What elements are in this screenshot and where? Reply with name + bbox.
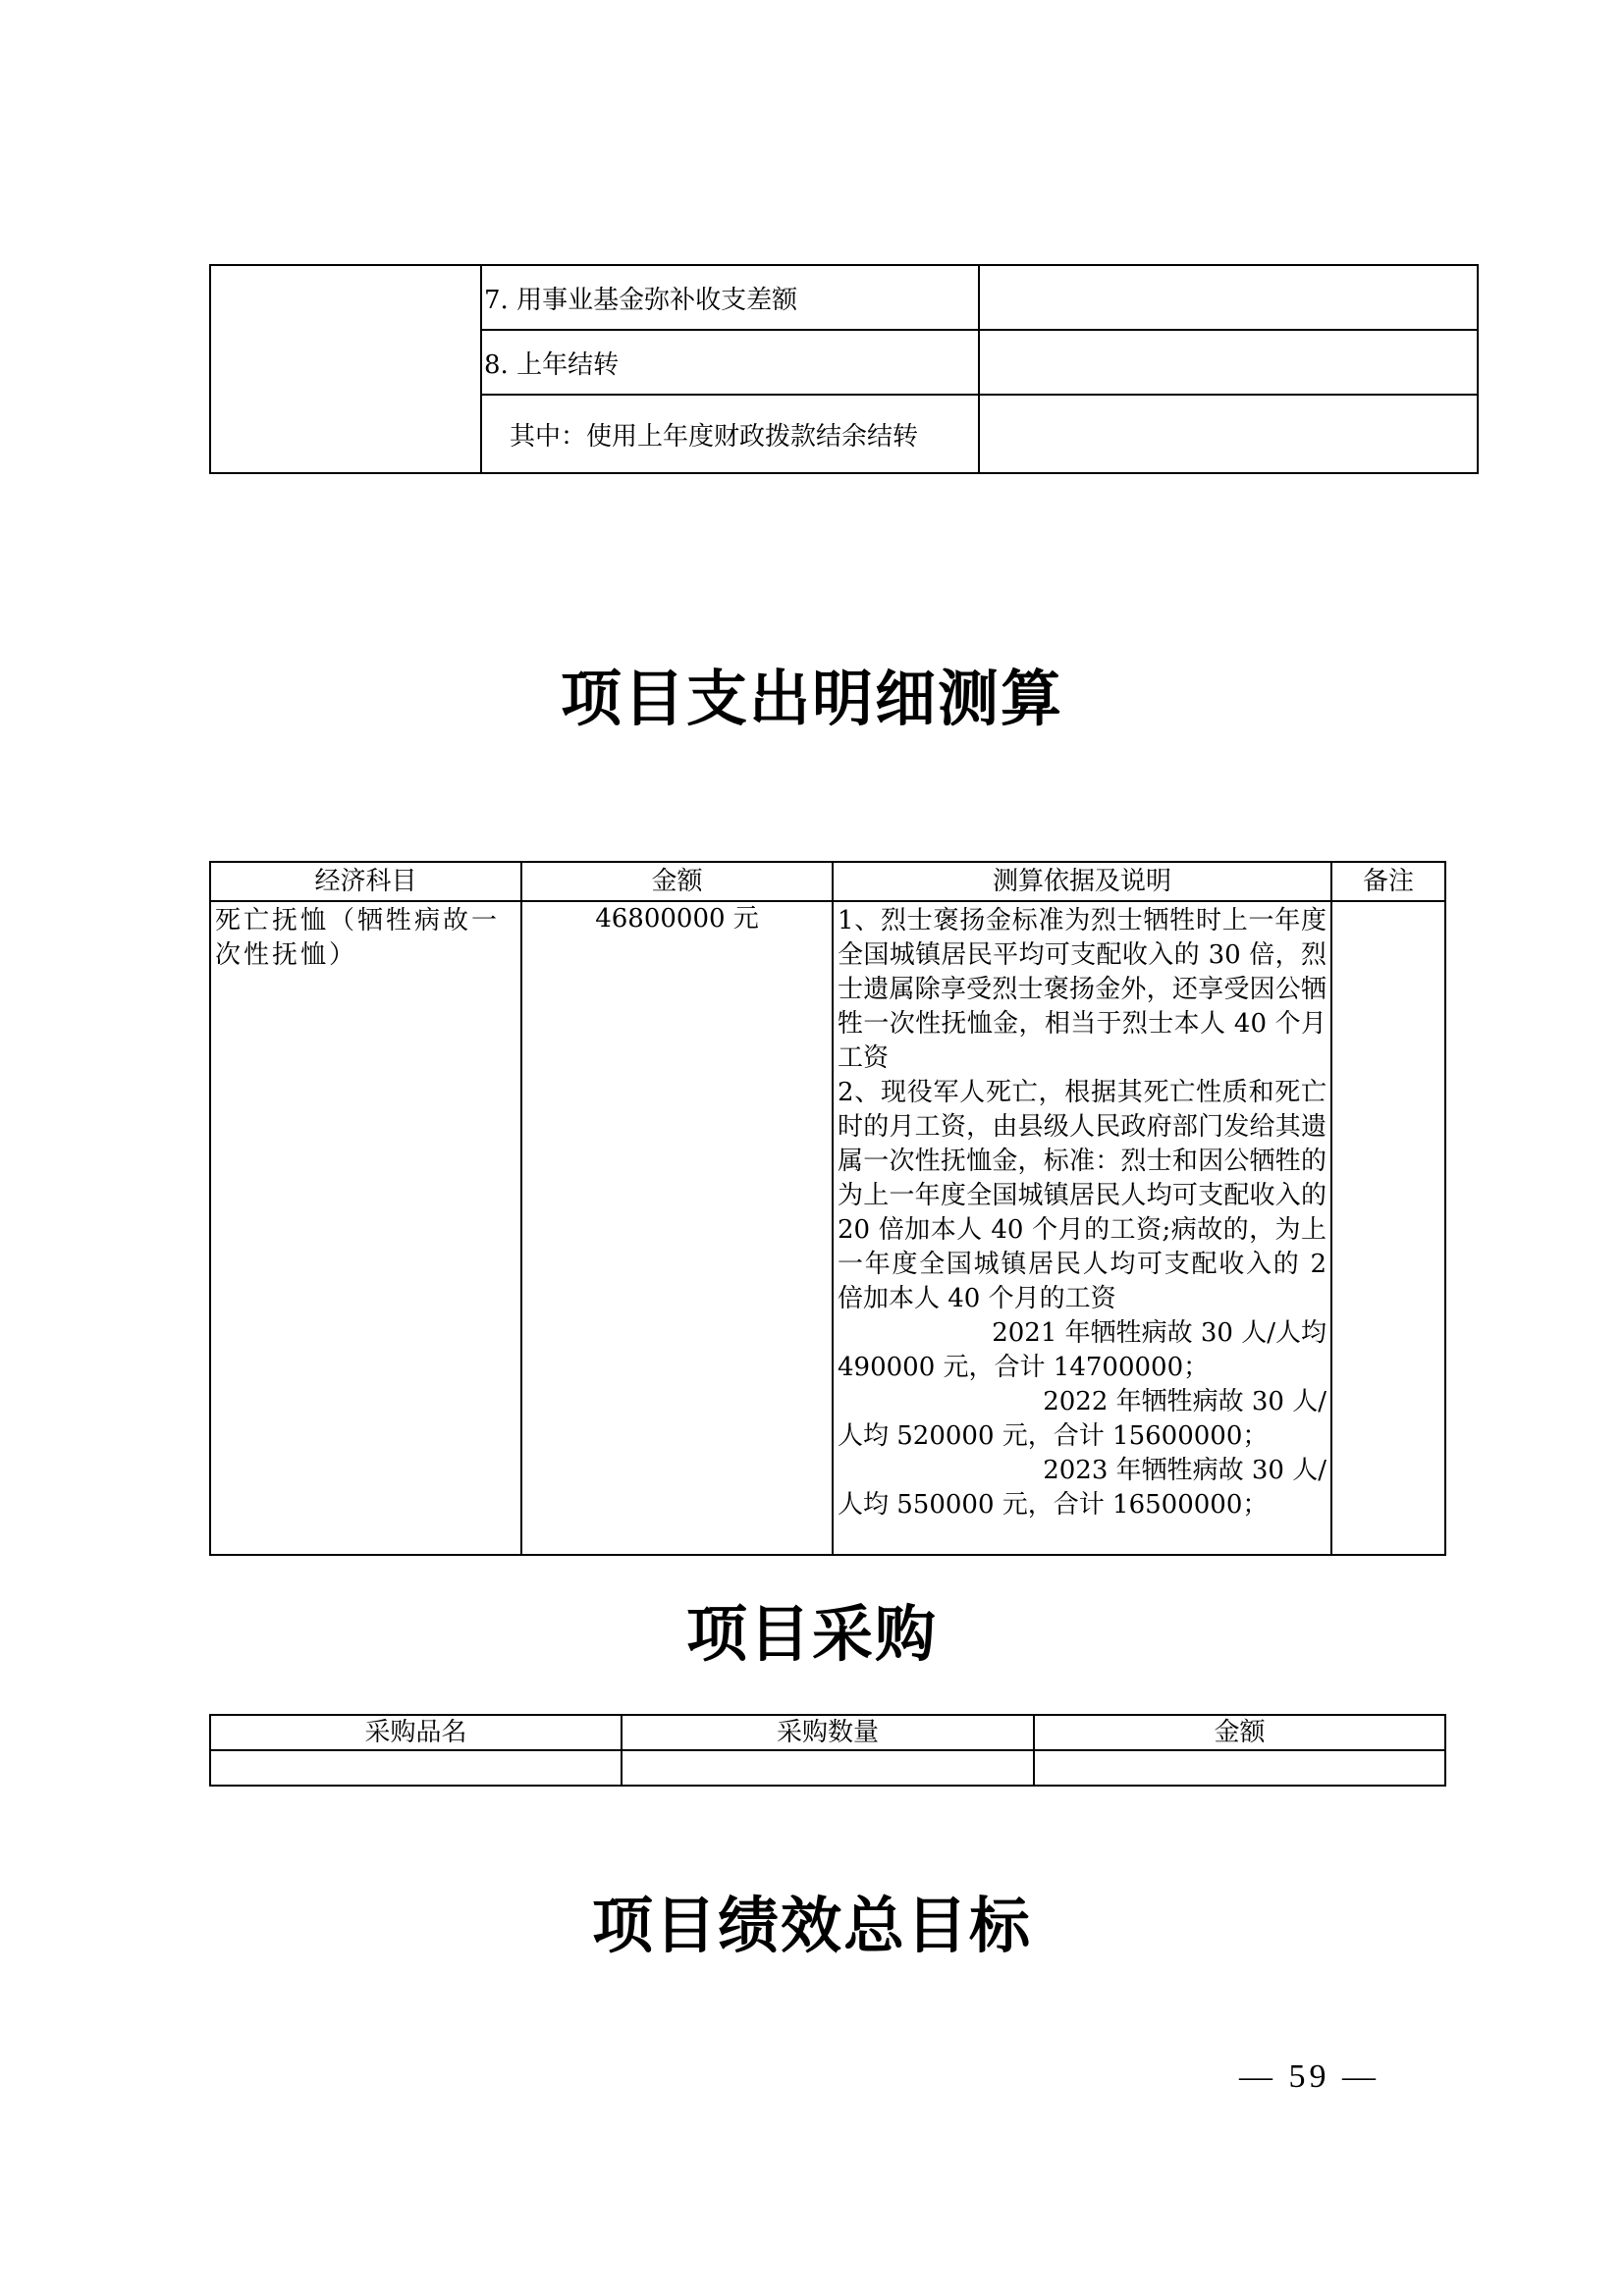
- income-item-cell: 8. 上年结转: [481, 330, 979, 395]
- empty-cell: [622, 1750, 1034, 1786]
- section-title-goals: 项目绩效总目标: [591, 1890, 1032, 1961]
- table-row: [210, 265, 1478, 330]
- table-header-row: [210, 862, 1445, 901]
- page-number: — 59 —: [1239, 2058, 1380, 2095]
- column-header: 测算依据及说明: [833, 862, 1331, 901]
- subject-cell: 死亡抚恤（牺牲病故一次性抚恤）: [210, 901, 521, 1555]
- empty-cell: [210, 1750, 622, 1786]
- column-header: 金额: [1034, 1715, 1445, 1750]
- calculation-line: 490000 元，合计 14700000；: [838, 1353, 1210, 1382]
- income-table: [209, 264, 1479, 474]
- income-value-cell: [979, 265, 1478, 330]
- description-paragraph: 1、烈士褒扬金标准为烈士牺牲时上一年度全国城镇居民平均可支配收入的 30 倍，烈士遗属除享受烈士褒扬金外，还享受因公牺牲一次性抚恤金，相当于烈士本人 40 个月工资: [838, 906, 1326, 1073]
- column-header: 备注: [1331, 862, 1445, 901]
- section-title-procurement: 项目采购: [685, 1598, 938, 1670]
- procurement-table: [209, 1714, 1446, 1787]
- income-value-cell: [979, 330, 1478, 395]
- column-header: 采购数量: [622, 1715, 1034, 1750]
- description-cell: [833, 901, 1331, 1555]
- calculation-line: 人均 520000 元，合计 15600000；: [838, 1421, 1269, 1451]
- calculation-line: 2022 年牺牲病故 30 人/: [1043, 1387, 1326, 1416]
- table-header-row: [210, 1715, 1445, 1750]
- merged-label-cell: [210, 265, 481, 473]
- empty-cell: [1034, 1750, 1445, 1786]
- income-item-cell: 其中：使用上年度财政拨款结余结转: [481, 395, 979, 473]
- description-paragraph: 2、现役军人死亡，根据其死亡性质和死亡时的月工资，由县级人民政府部门发给其遗属一次性抚恤金，标准：烈士和因公牺牲的为上一年度全国城镇居民人均可支配收入的 20 倍加本人 40 个月的工资;病故的，为上一年度全国城镇居民人均可支配收入的 2 倍加本人 40 个月的工资: [838, 1078, 1326, 1313]
- income-value-cell: [979, 395, 1478, 473]
- note-cell: [1331, 901, 1445, 1555]
- calculation-line: 2021 年牺牲病故 30 人/人均: [992, 1318, 1326, 1348]
- section-title-detail: 项目支出明细测算: [560, 663, 1063, 734]
- column-header: 金额: [521, 862, 833, 901]
- expense-detail-table: [209, 861, 1446, 1556]
- income-item-cell: 7. 用事业基金弥补收支差额: [481, 265, 979, 330]
- column-header: 经济科目: [210, 862, 521, 901]
- calculation-line: 人均 550000 元，合计 16500000；: [838, 1490, 1269, 1520]
- table-row: [210, 1750, 1445, 1786]
- table-row: [210, 901, 1445, 1555]
- calculation-line: 2023 年牺牲病故 30 人/: [1043, 1456, 1326, 1485]
- amount-cell: 46800000 元: [521, 901, 833, 1555]
- column-header: 采购品名: [210, 1715, 622, 1750]
